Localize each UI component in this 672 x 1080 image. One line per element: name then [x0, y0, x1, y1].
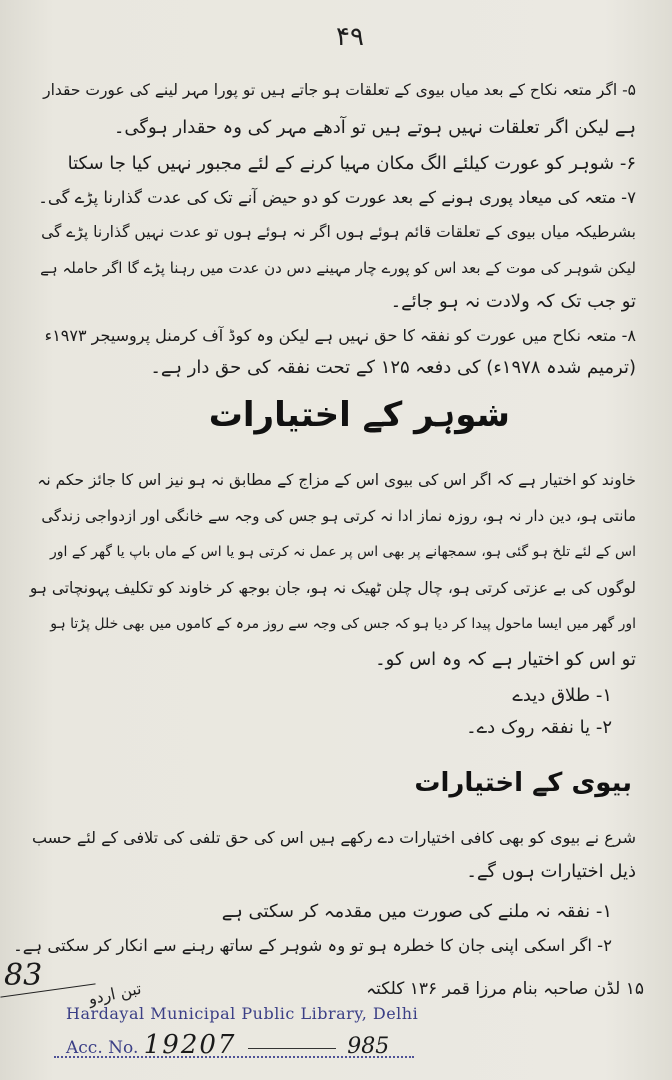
text-line: اس کے لئے تلخ ہو گئی ہو، سمجھانے پر بھی اس پر عمل نہ کرتی ہو یا اس کے ماں باپ یا گھر کے اور [49, 544, 636, 560]
heading-wife-powers: بیوی کے اختیارات [414, 768, 632, 798]
list-item: ۲- اگر اسکی اپنی جان کا خطرہ ہو تو وہ شوہر کے ساتھ رہنے سے انکار کر سکتی ہے۔ [13, 936, 612, 955]
text-line: شرع نے بیوی کو بھی کافی اختیارات دے رکھے ہیں اس کی حق تلفی کی تلافی کے لئے حسب [31, 828, 636, 847]
acc-rule [248, 1048, 336, 1049]
acc-label: Acc. No. [66, 1038, 139, 1058]
text-line: بشرطیکہ میاں بیوی کے تعلقات قائم ہوئے ہوں اگر نہ ہوئے ہوں تو عدت نہیں گذارنا پڑے گی [41, 223, 636, 241]
text-line: (ترمیم شدہ ۱۹۷۸ء) کی دفعہ ۱۲۵ کے تحت نفقہ کی حق دار ہے۔ [150, 357, 636, 378]
acc-number: 19207 [143, 1030, 237, 1060]
heading-husband-powers: شوہر کے اختیارات [208, 395, 510, 435]
handwritten-note: تبن اردو [86, 978, 143, 1009]
text-line: ۶- شوہر کو عورت کیلئے الگ مکان مہیا کرنے کے لئے مجبور نہیں کیا جا سکتا [67, 153, 636, 174]
stamp-dotted-line [54, 1056, 414, 1058]
library-stamp: Hardayal Municipal Public Library, Delhi [66, 1004, 419, 1023]
text-line: لیکن شوہر کی موت کے بعد اس کو پورے چار مہینے دس دن عدت میں رہنا پڑے گا اگر حاملہ ہے [40, 259, 636, 277]
text-line: ۸- متعہ نکاح میں عورت کو نفقہ کا حق نہیں ہے لیکن وہ کوڈ آف کرمنل پروسیجر ۱۹۷۳ء [44, 326, 636, 345]
list-item: ۱- نفقہ نہ ملنے کی صورت میں مقدمہ کر سکتی ہے [221, 901, 612, 922]
text-line: مانتی ہو، دین دار نہ ہو، روزہ نماز ادا نہ کرتی ہو جس کی وجہ سے خانگی اور ازدواجی زندگی [41, 507, 636, 525]
text-line: اور گھر میں ایسا ماحول پیدا کر دیا ہو کہ جس کی وجہ سے روز مرہ کے کاموں میں بھی خلل پڑتا ہو [50, 616, 636, 632]
text-line: لوگوں کی بے عزتی کرتی ہو، چال چلن ٹھیک نہ ہو، جان بوجھ کر خاوند کو تکلیف پہونچاتی ہو [29, 579, 636, 597]
footnote: ۱۵ لڈن صاحبہ بنام مرزا قمر ۱۳۶ کلکتہ [366, 979, 644, 999]
text-line: ہے لیکن اگر تعلقات نہیں ہوتے ہیں تو آدھے مہر کی وہ حقدار ہوگی۔ [113, 117, 636, 138]
handwritten-number: 83 [4, 958, 43, 993]
text-line: ذیل اختیارات ہوں گے۔ [466, 861, 636, 882]
text-line: تو اس کو اختیار ہے کہ وہ اس کو۔ [375, 649, 636, 670]
list-item: ۲- یا نفقہ روک دے۔ [466, 717, 612, 738]
text-line: ۷- متعہ کی میعاد پوری ہونے کے بعد عورت کو دو حیض آنے تک کی عدت گذارنا پڑے گی۔ [38, 188, 636, 207]
text-line: تو جب تک کہ ولادت نہ ہو جائے۔ [390, 291, 636, 312]
acc-suffix: 985 [347, 1034, 390, 1059]
text-line: ۵- اگر متعہ نکاح کے بعد میاں بیوی کے تعلقات ہو جاتے ہیں تو پورا مہر لینے کی عورت حقدار [43, 81, 636, 99]
page-number: ۴۹ [336, 22, 364, 52]
text-line: خاوند کو اختیار ہے کہ اگر اس کی بیوی اس کے مزاج کے مطابق نہ ہو نیز اس کا جائز حکم نہ [37, 471, 636, 489]
list-item: ۱- طلاق دیدے [512, 685, 612, 706]
